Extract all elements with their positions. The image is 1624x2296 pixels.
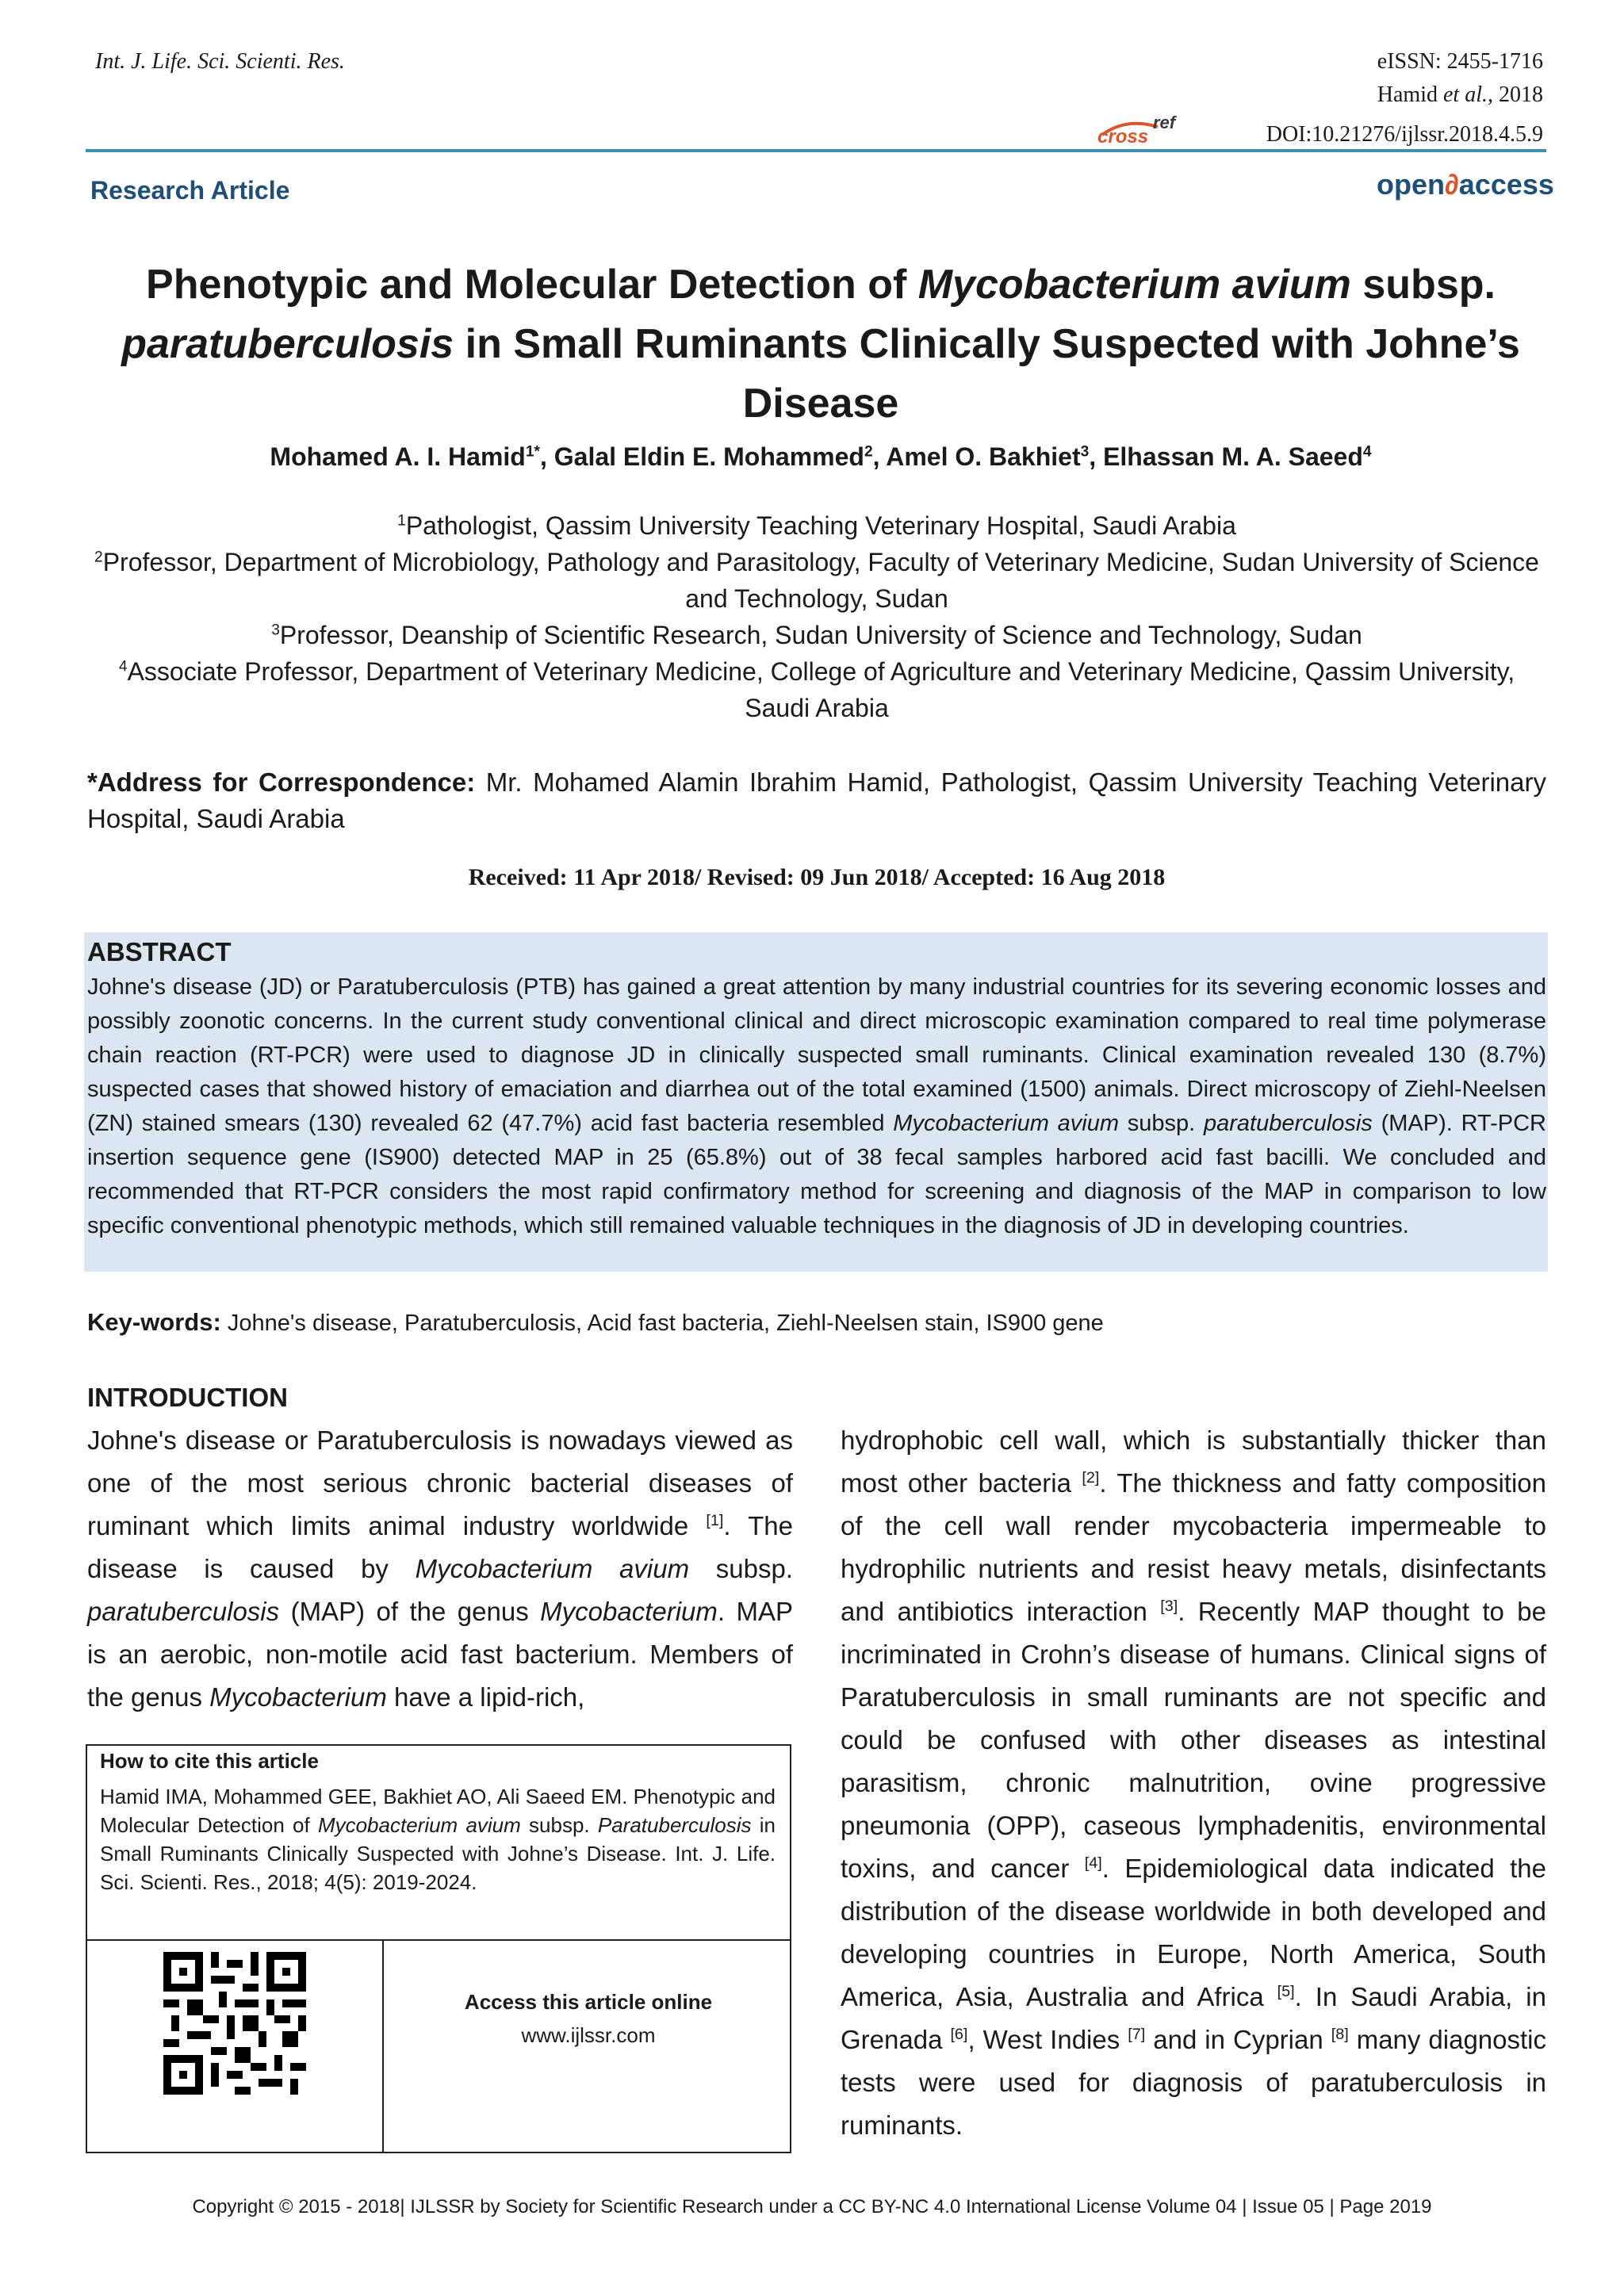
cite-box-divider: [86, 1939, 791, 1941]
title-text: subsp.: [1350, 262, 1496, 308]
article-dates: Received: 11 Apr 2018/ Revised: 09 Jun 2018/ Accepted: 16 Aug 2018: [468, 864, 1166, 890]
keywords-label: Key-words:: [87, 1308, 221, 1336]
affiliation: $^2$Professor, Department of Microbiology, Pathology and Parasitology, Faculty of Veterinary Medicine, Sudan University of Science and Technology, Sudan: [94, 548, 1539, 613]
citation-ref[interactable]: [3]: [1160, 1598, 1178, 1615]
citation-ref[interactable]: [1]: [706, 1512, 724, 1529]
affiliation: $^3$Professor, Deanship of Scientific Research, Sudan University of Science and Technology, Sudan: [271, 621, 1362, 649]
keywords-text: Johne's disease, Paratuberculosis, Acid fast bacteria, Ziehl-Neelsen stain, IS900 gene: [220, 1311, 1104, 1336]
title-text: Phenotypic and Molecular Detection of: [146, 262, 918, 308]
journal-name: Int. J. Life. Sci. Scienti. Res.: [95, 49, 345, 74]
access-url-link[interactable]: www.ijlssr.com: [521, 2023, 656, 2047]
abstract-text: Johne's disease (JD) or Paratuberculosis (PTB) has gained a great attention by many industrial countries for its severing economic losses and possibly zoonotic concerns. In the current study conventional clinical and direct microscopic examination compared to real time polymerase chain reaction (RT-PCR) were used to diagnose JD in clinically suspected small ruminants. Clinical examination revealed 130 (8.7%) suspected cases that showed history of emaciation and diarrhea out of the total examined (1500) animals. Direct microscopy of Ziehl-Neelsen (ZN) stained smears (130) revealed 62 (47.7%) acid fast bacteria resembled Mycobacterium avium subsp. paratuberculosis (MAP). RT-PCR insertion sequence gene (IS900) detected MAP in 25 (65.8%) out of 38 fecal samples harbored acid fast bacilli. We concluded and recommended that RT-PCR considers the most rapid confirmatory method for screening and diagnosis of the MAP in comparison to low specific conventional phenotypic methods, which still remained valuable techniques in the diagnosis of JD in developing countries.: [87, 974, 1546, 1238]
title-italic: paratuberculosis: [121, 321, 454, 367]
introduction-column-left: Johne's disease or Paratuberculosis is nowadays viewed as one of the most serious chronic bacterial diseases of ruminant which limits animal industry worldwide [1]. The disease is caused by Mycobacterium avium subsp. paratuberculosis (MAP) of the genus Mycobacterium. MAP is an aerobic, non-motile acid fast bacterium. Members of the genus Mycobacterium have a lipid-rich,: [87, 1425, 793, 1712]
keywords: [87, 1308, 1546, 1337]
author: Elhassan M. A. Saeed$^4$: [1103, 442, 1372, 471]
author-year-text: Hamid et al., 2018: [1377, 82, 1543, 107]
introduction-heading: INTRODUCTION: [87, 1383, 288, 1412]
doi: DOI:10.21276/ijlssr.2018.4.5.9: [1266, 122, 1543, 147]
page-footer: Copyright © 2015 - 2018| IJLSSR by Society for Scientific Research under a CC BY-NC 4.0 International License Volume 04 | Issue 05 | Page 2019: [192, 2196, 1432, 2218]
citation-ref[interactable]: [4]: [1084, 1854, 1102, 1872]
svg-text:ref: ref: [1153, 113, 1176, 132]
access-label: Access this article online: [464, 1990, 713, 2014]
citation-ref[interactable]: [2]: [1082, 1469, 1100, 1487]
author-list: Mohamed A. I. Hamid$^{1*}$, Galal Eldin E. Mohammed$^2$, Amel O. Bakhiet$^3$, Elhassan M. A. Saeed$^4$: [270, 442, 1372, 471]
correspondence-text: Mr. Mohamed Alamin Ibrahim Hamid, Pathologist, Qassim University Teaching Veterinary Hospital, Saudi Arabia: [87, 767, 1547, 833]
cite-heading: How to cite this article: [100, 1749, 319, 1773]
citation-ref[interactable]: [8]: [1331, 2026, 1349, 2043]
correspondence: [87, 764, 1546, 837]
author: Galal Eldin E. Mohammed$^2$: [553, 442, 873, 471]
abstract-heading: ABSTRACT: [87, 937, 232, 966]
open-access-logo: open∂access: [1377, 168, 1554, 201]
author: Mohamed A. I. Hamid$^{1*}$: [270, 442, 540, 471]
title-italic: Mycobacterium avium: [917, 262, 1351, 308]
affiliations: [86, 507, 1548, 726]
paper-title: [95, 255, 1546, 434]
crossref-logo: [1094, 111, 1205, 147]
qr-code-icon[interactable]: [163, 1952, 306, 2095]
citation-ref[interactable]: [6]: [950, 2026, 968, 2043]
eissn: eISSN: 2455-1716: [1377, 49, 1543, 74]
cite-text: Hamid IMA, Mohammed GEE, Bakhiet AO, Ali Saeed EM. Phenotypic and Molecular Detection of Mycobacterium avium subsp. Paratuberculosis in Small Ruminants Clinically Suspected with Johne’s Disease. Int. J. Life. Sci. Scienti. Res., 2018; 4(5): 2019-2024.: [100, 1785, 776, 1894]
affiliation: $^1$Pathologist, Qassim University Teaching Veterinary Hospital, Saudi Arabia: [397, 511, 1236, 540]
correspondence-label: *Address for Correspondence:: [87, 767, 476, 797]
title-text: in Small Ruminants Clinically Suspected with Johne’s Disease: [454, 321, 1520, 427]
article-type: Research Article: [90, 176, 290, 205]
cite-box-vertical-divider: [382, 1939, 384, 2153]
affiliation: $^4$Associate Professor, Department of Veterinary Medicine, College of Agriculture and Veterinary Medicine, Qassim University, Saudi Arabia: [118, 657, 1515, 722]
author-year: [1377, 82, 1543, 108]
citation-ref[interactable]: [5]: [1277, 1983, 1295, 2000]
header-divider: [86, 149, 1546, 152]
author: Amel O. Bakhiet$^3$: [886, 442, 1090, 471]
introduction-column-right: hydrophobic cell wall, which is substantially thicker than most other bacteria [2]. The thickness and fatty composition of the cell wall render mycobacteria impermeable to hydrophilic nutrients and resist heavy metals, disinfectants and antibiotics interaction [3]. Recently MAP thought to be incriminated in Crohn’s disease of humans. Clinical signs of Paratuberculosis in small ruminants are not specific and could be confused with other diseases as intestinal parasitism, chronic malnutrition, ovine progressive pneumonia (OPP), caseous lymphadenitis, environmental toxins, and cancer [4]. Epidemiological data indicated the distribution of the disease worldwide in both developed and developing countries in Europe, North America, South America, Asia, Australia and Africa [5]. In Saudi Arabia, in Grenada [6], West Indies [7] and in Cyprian [8] many diagnostic tests were used for diagnosis of paratuberculosis in ruminants.: [841, 1425, 1547, 2140]
citation-ref[interactable]: [7]: [1128, 2026, 1146, 2043]
svg-text:cross: cross: [1097, 126, 1149, 147]
